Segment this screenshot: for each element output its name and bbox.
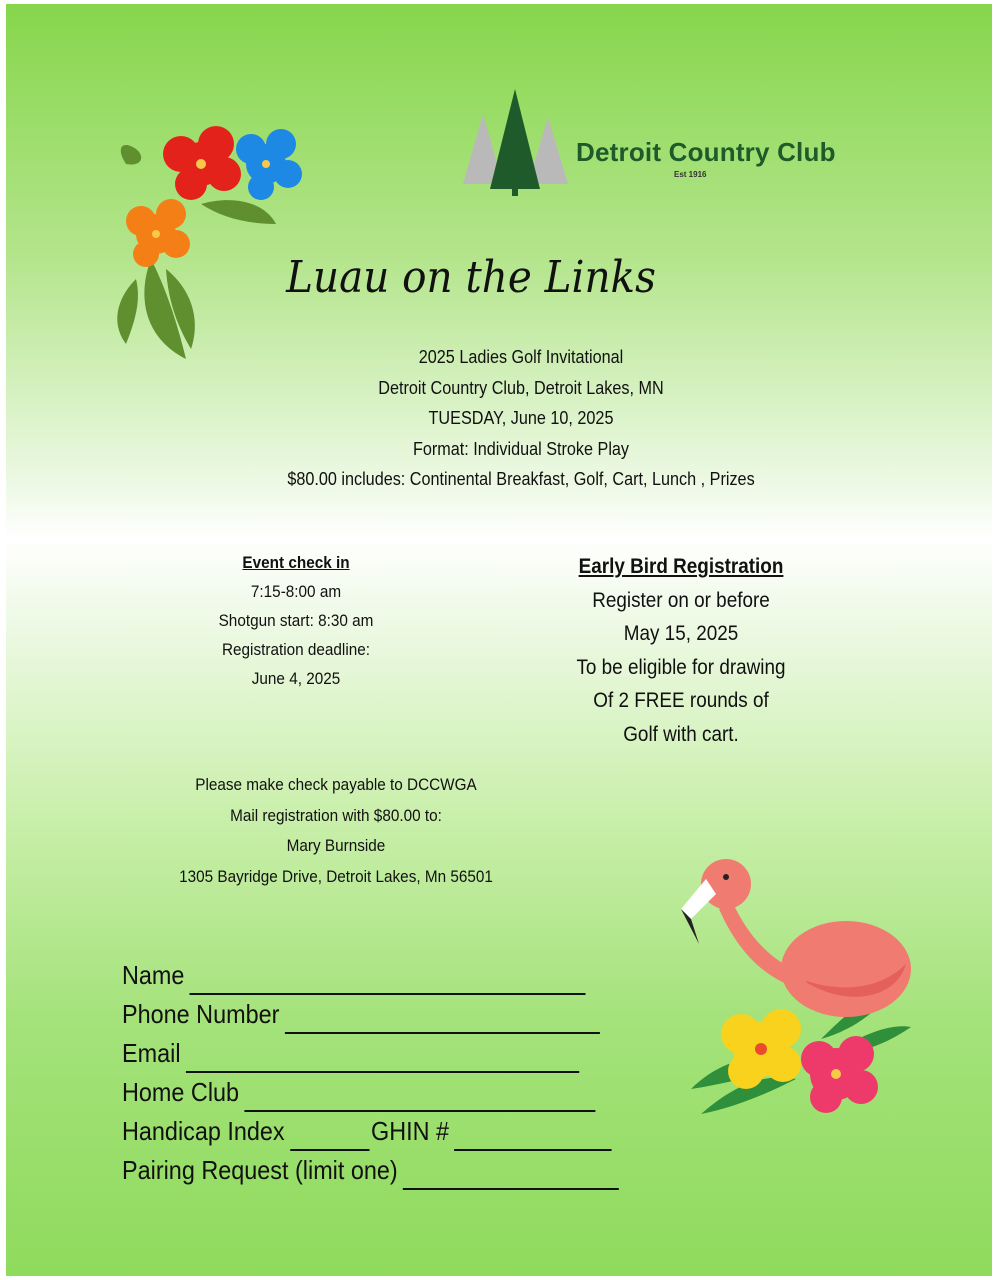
pairing-label: Pairing Request (limit one) (122, 1155, 398, 1185)
name-field[interactable] (190, 967, 586, 995)
name-row (122, 956, 619, 995)
mail-line: Please make check payable to DCCWGA (195, 775, 477, 794)
club-name: Detroit Country Club (576, 137, 836, 167)
early-line: Register on or before (592, 588, 770, 612)
home-club-field[interactable] (244, 1084, 595, 1112)
handicap-field[interactable] (290, 1123, 369, 1151)
name-label: Name (122, 960, 185, 990)
info-line: Detroit Country Club, Detroit Lakes, MN (378, 377, 664, 398)
mail-line: Mary Burnside (286, 836, 386, 855)
early-bird (564, 550, 798, 751)
flamingo-icon (671, 849, 921, 1124)
red-hibiscus (163, 126, 241, 200)
pink-hibiscus (801, 1036, 878, 1113)
flyer-page (6, 4, 992, 1276)
hibiscus-flowers-icon (106, 109, 316, 364)
phone-field[interactable] (285, 1006, 600, 1034)
registration-form (122, 956, 619, 1190)
early-line: To be eligible for drawing (576, 655, 786, 679)
early-line: Golf with cart. (623, 722, 739, 746)
handicap-label: Handicap Index (122, 1116, 285, 1146)
ghin-label: GHIN # (371, 1116, 450, 1146)
info-line: Format: Individual Stroke Play (412, 438, 630, 459)
early-line: Of 2 FREE rounds of (593, 689, 769, 712)
checkin-line: Shotgun start: 8:30 am (218, 611, 374, 630)
ghin-field[interactable] (454, 1123, 612, 1151)
pairing-row (122, 1151, 619, 1190)
checkin-line: June 4, 2025 (251, 669, 341, 688)
email-label: Email (122, 1038, 181, 1068)
info-line: 2025 Ladies Golf Invitational (418, 347, 624, 367)
checkin-heading: Event check in (242, 553, 350, 572)
club-established: Est 1916 (674, 170, 707, 179)
early-heading: Early Bird Registration (578, 555, 784, 578)
checkin-line: 7:15-8:00 am (250, 582, 342, 601)
yellow-hibiscus (721, 1009, 801, 1089)
event-info (220, 342, 823, 495)
email-field[interactable] (186, 1045, 579, 1073)
home-club-row (122, 1073, 619, 1112)
blue-hibiscus (236, 129, 302, 200)
pairing-field[interactable] (403, 1162, 619, 1190)
early-line: May 15, 2025 (623, 622, 739, 645)
phone-label: Phone Number (122, 999, 280, 1029)
event-title: Luau on the Links (286, 252, 656, 303)
mail-instructions (165, 770, 507, 892)
mail-line: Mail registration with $80.00 to: (230, 805, 442, 825)
mail-line: 1305 Bayridge Drive, Detroit Lakes, Mn 56501 (179, 866, 493, 886)
home-club-label: Home Club (122, 1077, 240, 1107)
checkin-line: Registration deadline: (221, 640, 370, 659)
pine-trees-logo-icon (458, 89, 573, 199)
info-line: $80.00 includes: Continental Breakfast, Golf, Cart, Lunch , Prizes (287, 469, 755, 489)
event-checkin (188, 548, 404, 693)
handicap-row (122, 1112, 619, 1151)
phone-row (122, 995, 619, 1034)
email-row (122, 1034, 619, 1073)
info-line: TUESDAY, June 10, 2025 (428, 408, 614, 428)
